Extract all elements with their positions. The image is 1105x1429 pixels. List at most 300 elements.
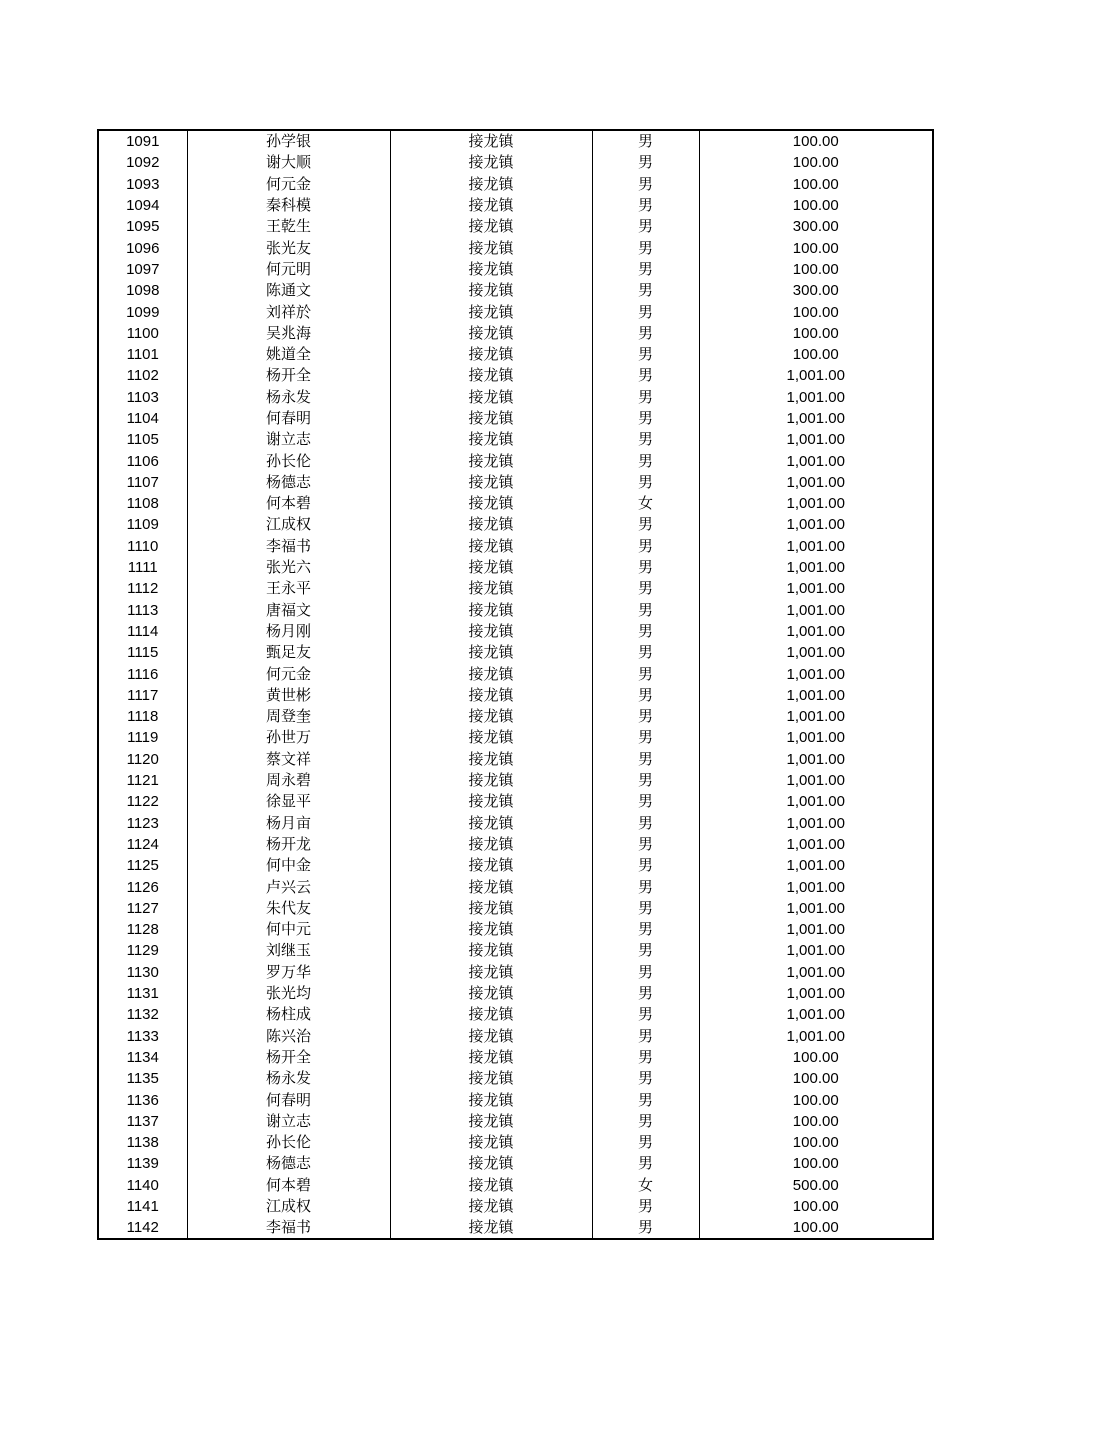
gender-cell: 男 <box>592 387 699 408</box>
town-cell: 接龙镇 <box>390 685 592 706</box>
amount-cell: 1,001.00 <box>699 472 933 493</box>
gender-cell: 男 <box>592 472 699 493</box>
amount-cell: 1,001.00 <box>699 876 933 897</box>
gender-cell: 男 <box>592 1047 699 1068</box>
town-cell: 接龙镇 <box>390 1089 592 1110</box>
town-cell: 接龙镇 <box>390 791 592 812</box>
name-cell: 卢兴云 <box>187 876 390 897</box>
name-cell: 何元明 <box>187 259 390 280</box>
name-cell: 周登奎 <box>187 706 390 727</box>
gender-cell: 男 <box>592 408 699 429</box>
gender-cell: 男 <box>592 1068 699 1089</box>
amount-cell: 300.00 <box>699 280 933 301</box>
name-cell: 张光六 <box>187 557 390 578</box>
name-cell: 杨开全 <box>187 1047 390 1068</box>
name-cell: 杨月刚 <box>187 621 390 642</box>
table-row <box>98 365 933 386</box>
amount-cell: 1,001.00 <box>699 557 933 578</box>
row-number-cell: 1134 <box>98 1047 187 1068</box>
gender-cell: 男 <box>592 685 699 706</box>
town-cell: 接龙镇 <box>390 1217 592 1239</box>
gender-cell: 男 <box>592 1217 699 1239</box>
row-number-cell: 1114 <box>98 621 187 642</box>
town-cell: 接龙镇 <box>390 323 592 344</box>
row-number-cell: 1125 <box>98 855 187 876</box>
gender-cell: 男 <box>592 1111 699 1132</box>
gender-cell: 男 <box>592 450 699 471</box>
row-number-cell: 1097 <box>98 259 187 280</box>
table-row <box>98 1217 933 1239</box>
row-number-cell: 1096 <box>98 237 187 258</box>
gender-cell: 男 <box>592 791 699 812</box>
table-row <box>98 536 933 557</box>
table-row <box>98 663 933 684</box>
gender-cell: 男 <box>592 770 699 791</box>
amount-cell: 1,001.00 <box>699 834 933 855</box>
name-cell: 张光友 <box>187 237 390 258</box>
amount-cell: 100.00 <box>699 1153 933 1174</box>
row-number-cell: 1139 <box>98 1153 187 1174</box>
gender-cell: 男 <box>592 195 699 216</box>
town-cell: 接龙镇 <box>390 770 592 791</box>
name-cell: 孙世万 <box>187 727 390 748</box>
amount-cell: 100.00 <box>699 237 933 258</box>
table-row <box>98 940 933 961</box>
town-cell: 接龙镇 <box>390 642 592 663</box>
amount-cell: 1,001.00 <box>699 536 933 557</box>
gender-cell: 男 <box>592 259 699 280</box>
amount-cell: 1,001.00 <box>699 642 933 663</box>
gender-cell: 男 <box>592 237 699 258</box>
row-number-cell: 1105 <box>98 429 187 450</box>
table-row <box>98 557 933 578</box>
amount-cell: 100.00 <box>699 1132 933 1153</box>
amount-cell: 1,001.00 <box>699 770 933 791</box>
row-number-cell: 1130 <box>98 962 187 983</box>
name-cell: 杨开龙 <box>187 834 390 855</box>
table-row <box>98 962 933 983</box>
name-cell: 陈兴治 <box>187 1025 390 1046</box>
amount-cell: 1,001.00 <box>699 408 933 429</box>
row-number-cell: 1107 <box>98 472 187 493</box>
table-row <box>98 280 933 301</box>
gender-cell: 男 <box>592 962 699 983</box>
town-cell: 接龙镇 <box>390 578 592 599</box>
name-cell: 孙学银 <box>187 130 390 152</box>
row-number-cell: 1116 <box>98 663 187 684</box>
name-cell: 李福书 <box>187 1217 390 1239</box>
table-row <box>98 493 933 514</box>
gender-cell: 男 <box>592 813 699 834</box>
amount-cell: 1,001.00 <box>699 663 933 684</box>
row-number-cell: 1141 <box>98 1196 187 1217</box>
amount-cell: 100.00 <box>699 1047 933 1068</box>
table-row <box>98 450 933 471</box>
town-cell: 接龙镇 <box>390 898 592 919</box>
town-cell: 接龙镇 <box>390 834 592 855</box>
table-row <box>98 259 933 280</box>
row-number-cell: 1094 <box>98 195 187 216</box>
table-row <box>98 429 933 450</box>
row-number-cell: 1099 <box>98 301 187 322</box>
town-cell: 接龙镇 <box>390 152 592 173</box>
table-row <box>98 152 933 173</box>
name-cell: 蔡文祥 <box>187 749 390 770</box>
town-cell: 接龙镇 <box>390 1132 592 1153</box>
gender-cell: 男 <box>592 855 699 876</box>
table-row <box>98 983 933 1004</box>
row-number-cell: 1098 <box>98 280 187 301</box>
row-number-cell: 1101 <box>98 344 187 365</box>
amount-cell: 100.00 <box>699 323 933 344</box>
row-number-cell: 1109 <box>98 514 187 535</box>
gender-cell: 男 <box>592 365 699 386</box>
gender-cell: 男 <box>592 536 699 557</box>
town-cell: 接龙镇 <box>390 600 592 621</box>
name-cell: 刘继玉 <box>187 940 390 961</box>
name-cell: 杨德志 <box>187 472 390 493</box>
town-cell: 接龙镇 <box>390 408 592 429</box>
town-cell: 接龙镇 <box>390 237 592 258</box>
name-cell: 甄足友 <box>187 642 390 663</box>
gender-cell: 男 <box>592 919 699 940</box>
amount-cell: 1,001.00 <box>699 727 933 748</box>
row-number-cell: 1102 <box>98 365 187 386</box>
gender-cell: 男 <box>592 1153 699 1174</box>
town-cell: 接龙镇 <box>390 940 592 961</box>
row-number-cell: 1100 <box>98 323 187 344</box>
amount-cell: 1,001.00 <box>699 855 933 876</box>
table-row <box>98 600 933 621</box>
gender-cell: 女 <box>592 1175 699 1196</box>
gender-cell: 男 <box>592 642 699 663</box>
name-cell: 罗万华 <box>187 962 390 983</box>
amount-cell: 100.00 <box>699 1089 933 1110</box>
amount-cell: 100.00 <box>699 130 933 152</box>
table-row <box>98 642 933 663</box>
row-number-cell: 1093 <box>98 174 187 195</box>
table-row <box>98 1132 933 1153</box>
amount-cell: 100.00 <box>699 259 933 280</box>
table-row <box>98 1025 933 1046</box>
town-cell: 接龙镇 <box>390 301 592 322</box>
town-cell: 接龙镇 <box>390 1068 592 1089</box>
table-row <box>98 621 933 642</box>
name-cell: 杨开全 <box>187 365 390 386</box>
town-cell: 接龙镇 <box>390 365 592 386</box>
name-cell: 何元金 <box>187 174 390 195</box>
gender-cell: 男 <box>592 600 699 621</box>
amount-cell: 100.00 <box>699 1217 933 1239</box>
town-cell: 接龙镇 <box>390 1111 592 1132</box>
town-cell: 接龙镇 <box>390 749 592 770</box>
amount-cell: 300.00 <box>699 216 933 237</box>
amount-cell: 1,001.00 <box>699 685 933 706</box>
gender-cell: 男 <box>592 621 699 642</box>
amount-cell: 1,001.00 <box>699 600 933 621</box>
row-number-cell: 1137 <box>98 1111 187 1132</box>
table-row <box>98 919 933 940</box>
gender-cell: 男 <box>592 216 699 237</box>
name-cell: 李福书 <box>187 536 390 557</box>
amount-cell: 100.00 <box>699 1068 933 1089</box>
amount-cell: 1,001.00 <box>699 429 933 450</box>
name-cell: 徐显平 <box>187 791 390 812</box>
name-cell: 秦科模 <box>187 195 390 216</box>
table-row <box>98 1111 933 1132</box>
town-cell: 接龙镇 <box>390 1004 592 1025</box>
amount-cell: 500.00 <box>699 1175 933 1196</box>
name-cell: 何中元 <box>187 919 390 940</box>
amount-cell: 1,001.00 <box>699 983 933 1004</box>
town-cell: 接龙镇 <box>390 429 592 450</box>
table-row <box>98 898 933 919</box>
gender-cell: 男 <box>592 429 699 450</box>
name-cell: 唐福文 <box>187 600 390 621</box>
row-number-cell: 1142 <box>98 1217 187 1239</box>
amount-cell: 1,001.00 <box>699 791 933 812</box>
name-cell: 黄世彬 <box>187 685 390 706</box>
amount-cell: 100.00 <box>699 152 933 173</box>
name-cell: 何中金 <box>187 855 390 876</box>
table-row <box>98 472 933 493</box>
row-number-cell: 1123 <box>98 813 187 834</box>
table-row <box>98 1068 933 1089</box>
table-row <box>98 387 933 408</box>
table-row <box>98 1089 933 1110</box>
name-cell: 孙长伦 <box>187 1132 390 1153</box>
town-cell: 接龙镇 <box>390 962 592 983</box>
gender-cell: 男 <box>592 1196 699 1217</box>
table-row <box>98 174 933 195</box>
gender-cell: 男 <box>592 706 699 727</box>
name-cell: 孙长伦 <box>187 450 390 471</box>
row-number-cell: 1113 <box>98 600 187 621</box>
table-row <box>98 216 933 237</box>
row-number-cell: 1126 <box>98 876 187 897</box>
row-number-cell: 1112 <box>98 578 187 599</box>
name-cell: 何本碧 <box>187 1175 390 1196</box>
gender-cell: 女 <box>592 493 699 514</box>
amount-cell: 1,001.00 <box>699 1025 933 1046</box>
row-number-cell: 1120 <box>98 749 187 770</box>
town-cell: 接龙镇 <box>390 855 592 876</box>
town-cell: 接龙镇 <box>390 706 592 727</box>
amount-cell: 1,001.00 <box>699 706 933 727</box>
row-number-cell: 1103 <box>98 387 187 408</box>
row-number-cell: 1121 <box>98 770 187 791</box>
gender-cell: 男 <box>592 1025 699 1046</box>
gender-cell: 男 <box>592 280 699 301</box>
row-number-cell: 1138 <box>98 1132 187 1153</box>
name-cell: 何春明 <box>187 408 390 429</box>
name-cell: 吴兆海 <box>187 323 390 344</box>
table-row <box>98 323 933 344</box>
amount-cell: 1,001.00 <box>699 621 933 642</box>
table-row <box>98 855 933 876</box>
gender-cell: 男 <box>592 898 699 919</box>
name-cell: 谢大顺 <box>187 152 390 173</box>
row-number-cell: 1127 <box>98 898 187 919</box>
row-number-cell: 1104 <box>98 408 187 429</box>
town-cell: 接龙镇 <box>390 1047 592 1068</box>
gender-cell: 男 <box>592 323 699 344</box>
name-cell: 陈通文 <box>187 280 390 301</box>
town-cell: 接龙镇 <box>390 174 592 195</box>
town-cell: 接龙镇 <box>390 1153 592 1174</box>
table-body <box>98 130 933 1239</box>
town-cell: 接龙镇 <box>390 130 592 152</box>
row-number-cell: 1091 <box>98 130 187 152</box>
gender-cell: 男 <box>592 727 699 748</box>
name-cell: 江成权 <box>187 514 390 535</box>
amount-cell: 1,001.00 <box>699 962 933 983</box>
table-row <box>98 301 933 322</box>
table-row <box>98 685 933 706</box>
gender-cell: 男 <box>592 1089 699 1110</box>
name-cell: 张光均 <box>187 983 390 1004</box>
town-cell: 接龙镇 <box>390 344 592 365</box>
table-row <box>98 237 933 258</box>
town-cell: 接龙镇 <box>390 983 592 1004</box>
gender-cell: 男 <box>592 876 699 897</box>
gender-cell: 男 <box>592 344 699 365</box>
amount-cell: 1,001.00 <box>699 940 933 961</box>
gender-cell: 男 <box>592 174 699 195</box>
amount-cell: 1,001.00 <box>699 387 933 408</box>
table-row <box>98 130 933 152</box>
row-number-cell: 1122 <box>98 791 187 812</box>
town-cell: 接龙镇 <box>390 621 592 642</box>
row-number-cell: 1131 <box>98 983 187 1004</box>
table-row <box>98 876 933 897</box>
gender-cell: 男 <box>592 557 699 578</box>
table-row <box>98 1196 933 1217</box>
amount-cell: 100.00 <box>699 1196 933 1217</box>
table-row <box>98 514 933 535</box>
name-cell: 江成权 <box>187 1196 390 1217</box>
town-cell: 接龙镇 <box>390 450 592 471</box>
table-row <box>98 408 933 429</box>
row-number-cell: 1111 <box>98 557 187 578</box>
name-cell: 杨永发 <box>187 1068 390 1089</box>
row-number-cell: 1092 <box>98 152 187 173</box>
table-row <box>98 195 933 216</box>
amount-cell: 1,001.00 <box>699 813 933 834</box>
table-row <box>98 1175 933 1196</box>
table-row <box>98 749 933 770</box>
gender-cell: 男 <box>592 1132 699 1153</box>
town-cell: 接龙镇 <box>390 813 592 834</box>
table-row <box>98 344 933 365</box>
town-cell: 接龙镇 <box>390 472 592 493</box>
name-cell: 杨永发 <box>187 387 390 408</box>
name-cell: 谢立志 <box>187 429 390 450</box>
name-cell: 刘祥於 <box>187 301 390 322</box>
name-cell: 何春明 <box>187 1089 390 1110</box>
row-number-cell: 1115 <box>98 642 187 663</box>
gender-cell: 男 <box>592 663 699 684</box>
table-row <box>98 770 933 791</box>
amount-cell: 100.00 <box>699 195 933 216</box>
gender-cell: 男 <box>592 301 699 322</box>
amount-cell: 1,001.00 <box>699 514 933 535</box>
row-number-cell: 1119 <box>98 727 187 748</box>
table-row <box>98 813 933 834</box>
amount-cell: 1,001.00 <box>699 749 933 770</box>
town-cell: 接龙镇 <box>390 727 592 748</box>
town-cell: 接龙镇 <box>390 195 592 216</box>
row-number-cell: 1110 <box>98 536 187 557</box>
town-cell: 接龙镇 <box>390 557 592 578</box>
row-number-cell: 1140 <box>98 1175 187 1196</box>
gender-cell: 男 <box>592 152 699 173</box>
amount-cell: 1,001.00 <box>699 578 933 599</box>
gender-cell: 男 <box>592 578 699 599</box>
gender-cell: 男 <box>592 130 699 152</box>
row-number-cell: 1135 <box>98 1068 187 1089</box>
row-number-cell: 1095 <box>98 216 187 237</box>
name-cell: 周永碧 <box>187 770 390 791</box>
table-row <box>98 1153 933 1174</box>
row-number-cell: 1133 <box>98 1025 187 1046</box>
town-cell: 接龙镇 <box>390 280 592 301</box>
amount-cell: 1,001.00 <box>699 450 933 471</box>
gender-cell: 男 <box>592 940 699 961</box>
row-number-cell: 1124 <box>98 834 187 855</box>
name-cell: 王永平 <box>187 578 390 599</box>
table-row <box>98 1047 933 1068</box>
name-cell: 王乾生 <box>187 216 390 237</box>
amount-cell: 1,001.00 <box>699 898 933 919</box>
table-row <box>98 791 933 812</box>
amount-cell: 100.00 <box>699 301 933 322</box>
town-cell: 接龙镇 <box>390 514 592 535</box>
town-cell: 接龙镇 <box>390 387 592 408</box>
amount-cell: 1,001.00 <box>699 919 933 940</box>
name-cell: 杨月亩 <box>187 813 390 834</box>
gender-cell: 男 <box>592 983 699 1004</box>
town-cell: 接龙镇 <box>390 1196 592 1217</box>
data-table <box>97 129 934 1240</box>
row-number-cell: 1118 <box>98 706 187 727</box>
gender-cell: 男 <box>592 749 699 770</box>
town-cell: 接龙镇 <box>390 1175 592 1196</box>
name-cell: 何本碧 <box>187 493 390 514</box>
town-cell: 接龙镇 <box>390 493 592 514</box>
gender-cell: 男 <box>592 1004 699 1025</box>
gender-cell: 男 <box>592 514 699 535</box>
table-row <box>98 706 933 727</box>
town-cell: 接龙镇 <box>390 536 592 557</box>
town-cell: 接龙镇 <box>390 919 592 940</box>
town-cell: 接龙镇 <box>390 1025 592 1046</box>
name-cell: 杨德志 <box>187 1153 390 1174</box>
row-number-cell: 1128 <box>98 919 187 940</box>
town-cell: 接龙镇 <box>390 876 592 897</box>
name-cell: 朱代友 <box>187 898 390 919</box>
name-cell: 谢立志 <box>187 1111 390 1132</box>
row-number-cell: 1129 <box>98 940 187 961</box>
amount-cell: 100.00 <box>699 1111 933 1132</box>
row-number-cell: 1132 <box>98 1004 187 1025</box>
town-cell: 接龙镇 <box>390 259 592 280</box>
town-cell: 接龙镇 <box>390 663 592 684</box>
town-cell: 接龙镇 <box>390 216 592 237</box>
row-number-cell: 1136 <box>98 1089 187 1110</box>
table-row <box>98 834 933 855</box>
row-number-cell: 1108 <box>98 493 187 514</box>
